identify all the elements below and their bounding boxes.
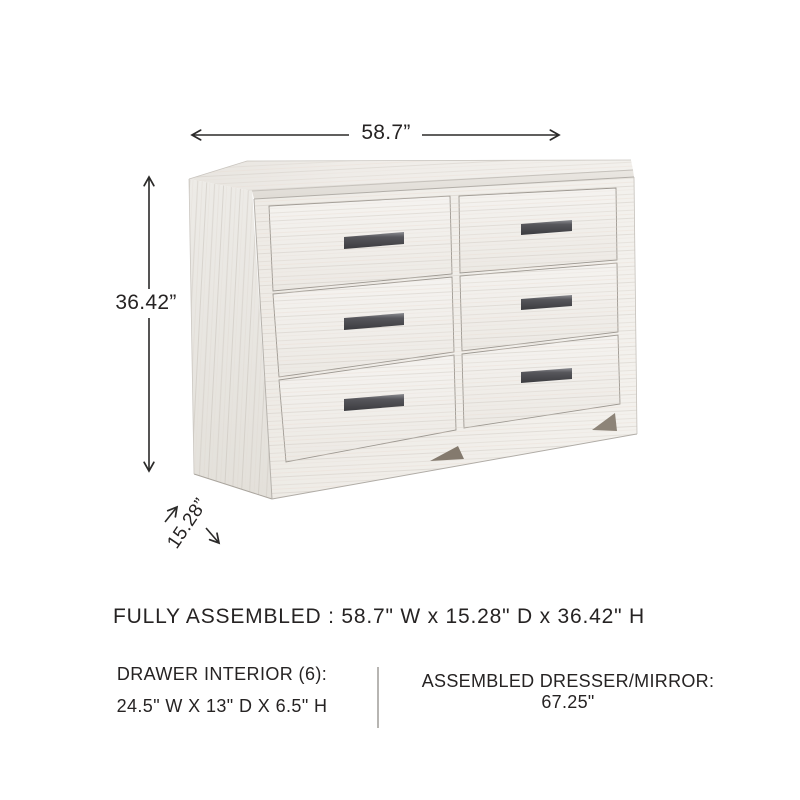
assembled-mirror-text: ASSEMBLED DRESSER/MIRROR: 67.25" — [421, 671, 715, 712]
fully-assembled-text: FULLY ASSEMBLED : 58.7" W x 15.28" D x 36.42" H — [113, 605, 645, 628]
drawer-interior-dims: 24.5" W X 13" D X 6.5" H — [116, 696, 328, 716]
depth-arrow-up — [165, 507, 177, 522]
width-dimension-label: 58.7” — [361, 121, 411, 144]
height-dimension-label: 36.42” — [115, 291, 177, 314]
vertical-divider — [377, 667, 379, 728]
dresser — [180, 150, 650, 505]
depth-dimension-label: 15.28” — [163, 494, 212, 553]
drawer-interior-title: DRAWER INTERIOR (6): — [116, 664, 328, 684]
drawer-interior-block — [94, 664, 350, 717]
depth-arrow-down — [206, 528, 219, 543]
